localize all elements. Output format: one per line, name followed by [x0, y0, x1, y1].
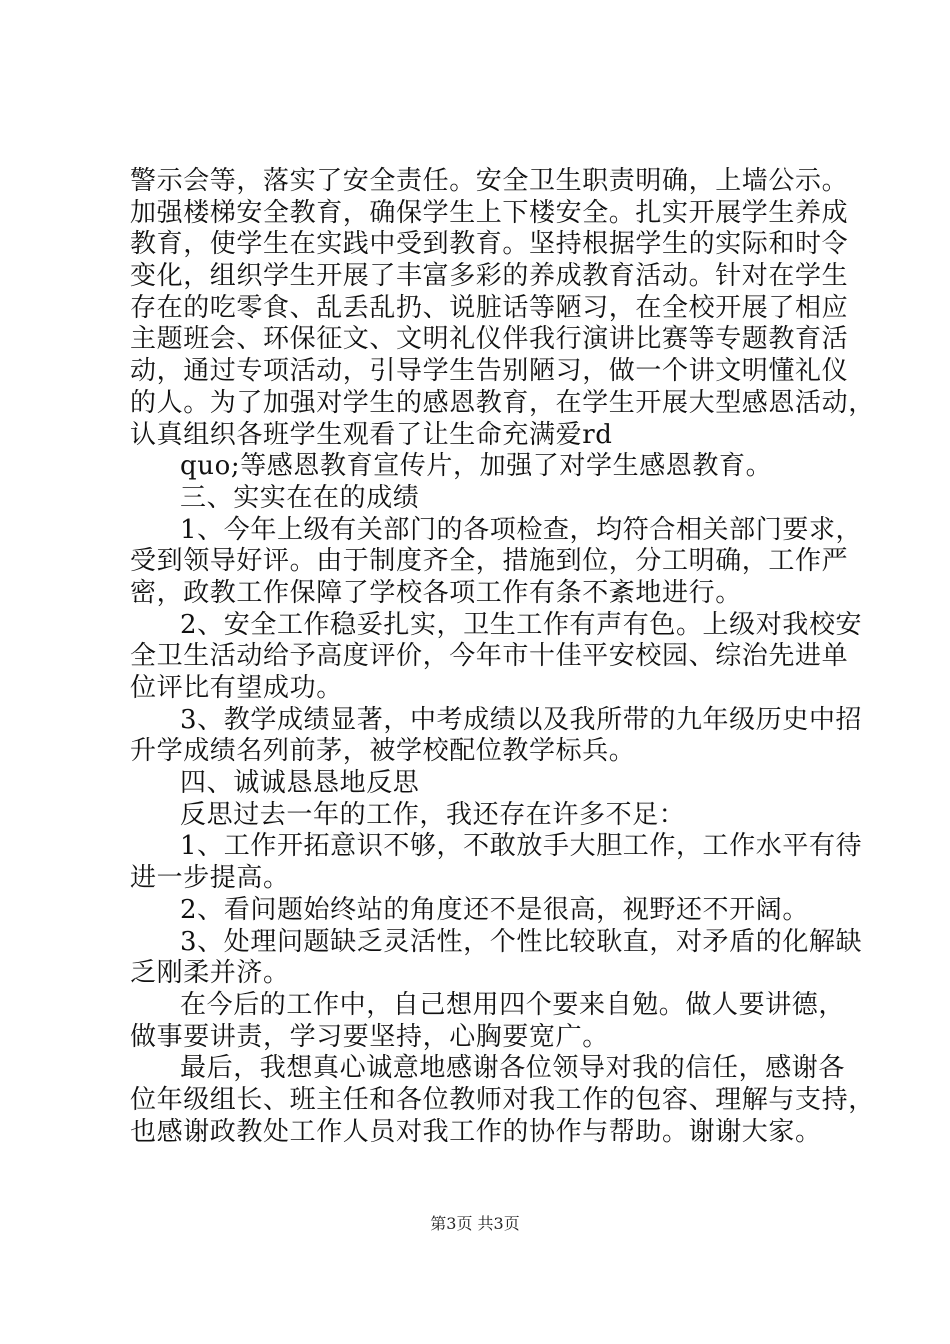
text-line: 2、安全工作稳妥扎实，卫生工作有声有色。上级对我校安: [180, 609, 863, 640]
text-line: 位年级组长、班主任和各位教师对我工作的包容、理解与支持，: [130, 1084, 875, 1115]
text-line: 1、今年上级有关部门的各项检查，均符合相关部门要求，: [180, 514, 863, 545]
text-line: 在今后的工作中，自己想用四个要来自勉。做人要讲德，: [180, 989, 846, 1020]
text-line: 警示会等，落实了安全责任。安全卫生职责明确，上墙公示。: [130, 166, 849, 196]
text-line: 也感谢政教处工作人员对我工作的协作与帮助。谢谢大家。: [130, 1116, 822, 1147]
text-line: 最后，我想真心诚意地感谢各位领导对我的信任，感谢各: [180, 1053, 846, 1084]
text-line: 三、实实在在的成绩: [180, 482, 420, 513]
text-line: 密，政教工作保障了学校各项工作有条不紊地进行。: [130, 577, 742, 608]
text-line: 变化，组织学生开展了丰富多彩的养成教育活动。针对在学生: [130, 261, 849, 292]
text-line: 认真组织各班学生观看了让生命充满爱rd: [130, 419, 613, 450]
text-line: 教育，使学生在实践中受到教育。坚持根据学生的实际和时令: [130, 229, 849, 260]
text-line: 反思过去一年的工作，我还存在许多不足：: [180, 799, 686, 830]
text-line: 3、教学成绩显著，中考成绩以及我所带的九年级历史中招: [180, 704, 863, 735]
text-line: 2、看问题始终站的角度还不是很高，视野还不开阔。: [180, 894, 809, 925]
document-body: [130, 166, 875, 1148]
text-line: 受到领导好评。由于制度齐全，措施到位，分工明确，工作严: [130, 546, 849, 577]
text-line: 升学成绩名列前茅，被学校配位教学标兵。: [130, 736, 636, 767]
text-line: 位评比有望成功。: [130, 673, 343, 703]
page-footer: [0, 1214, 950, 1234]
text-line: 存在的吃零食、乱丢乱扔、说脏话等陋习，在全校开展了相应: [130, 292, 849, 323]
text-line: 3、处理问题缺乏灵活性，个性比较耿直，对矛盾的化解缺: [180, 926, 863, 957]
text-line: 加强楼梯安全教育，确保学生上下楼安全。扎实开展学生养成: [130, 197, 849, 228]
text-line: quo;等感恩教育宣传片，加强了对学生感恩教育。: [180, 451, 773, 482]
text-line: 全卫生活动给予高度评价，今年市十佳平安校园、综治先进单: [130, 641, 849, 672]
page-number-label: 第3页 共3页: [430, 1214, 520, 1233]
text-line: 主题班会、环保征文、文明礼仪伴我行演讲比赛等专题教育活: [130, 324, 849, 355]
text-line: 1、工作开拓意识不够，不敢放手大胆工作，工作水平有待: [180, 831, 863, 862]
text-line: 乏刚柔并济。: [130, 958, 290, 989]
text-line: 四、诚诚恳恳地反思: [180, 768, 420, 799]
text-line: 进一步提高。: [130, 863, 290, 894]
text-line: 的人。为了加强对学生的感恩教育，在学生开展大型感恩活动，: [130, 387, 875, 418]
text-line: 动，通过专项活动，引导学生告别陋习，做一个讲文明懂礼仪: [130, 356, 849, 387]
text-line: 做事要讲责，学习要坚持，心胸要宽广。: [130, 1021, 609, 1052]
